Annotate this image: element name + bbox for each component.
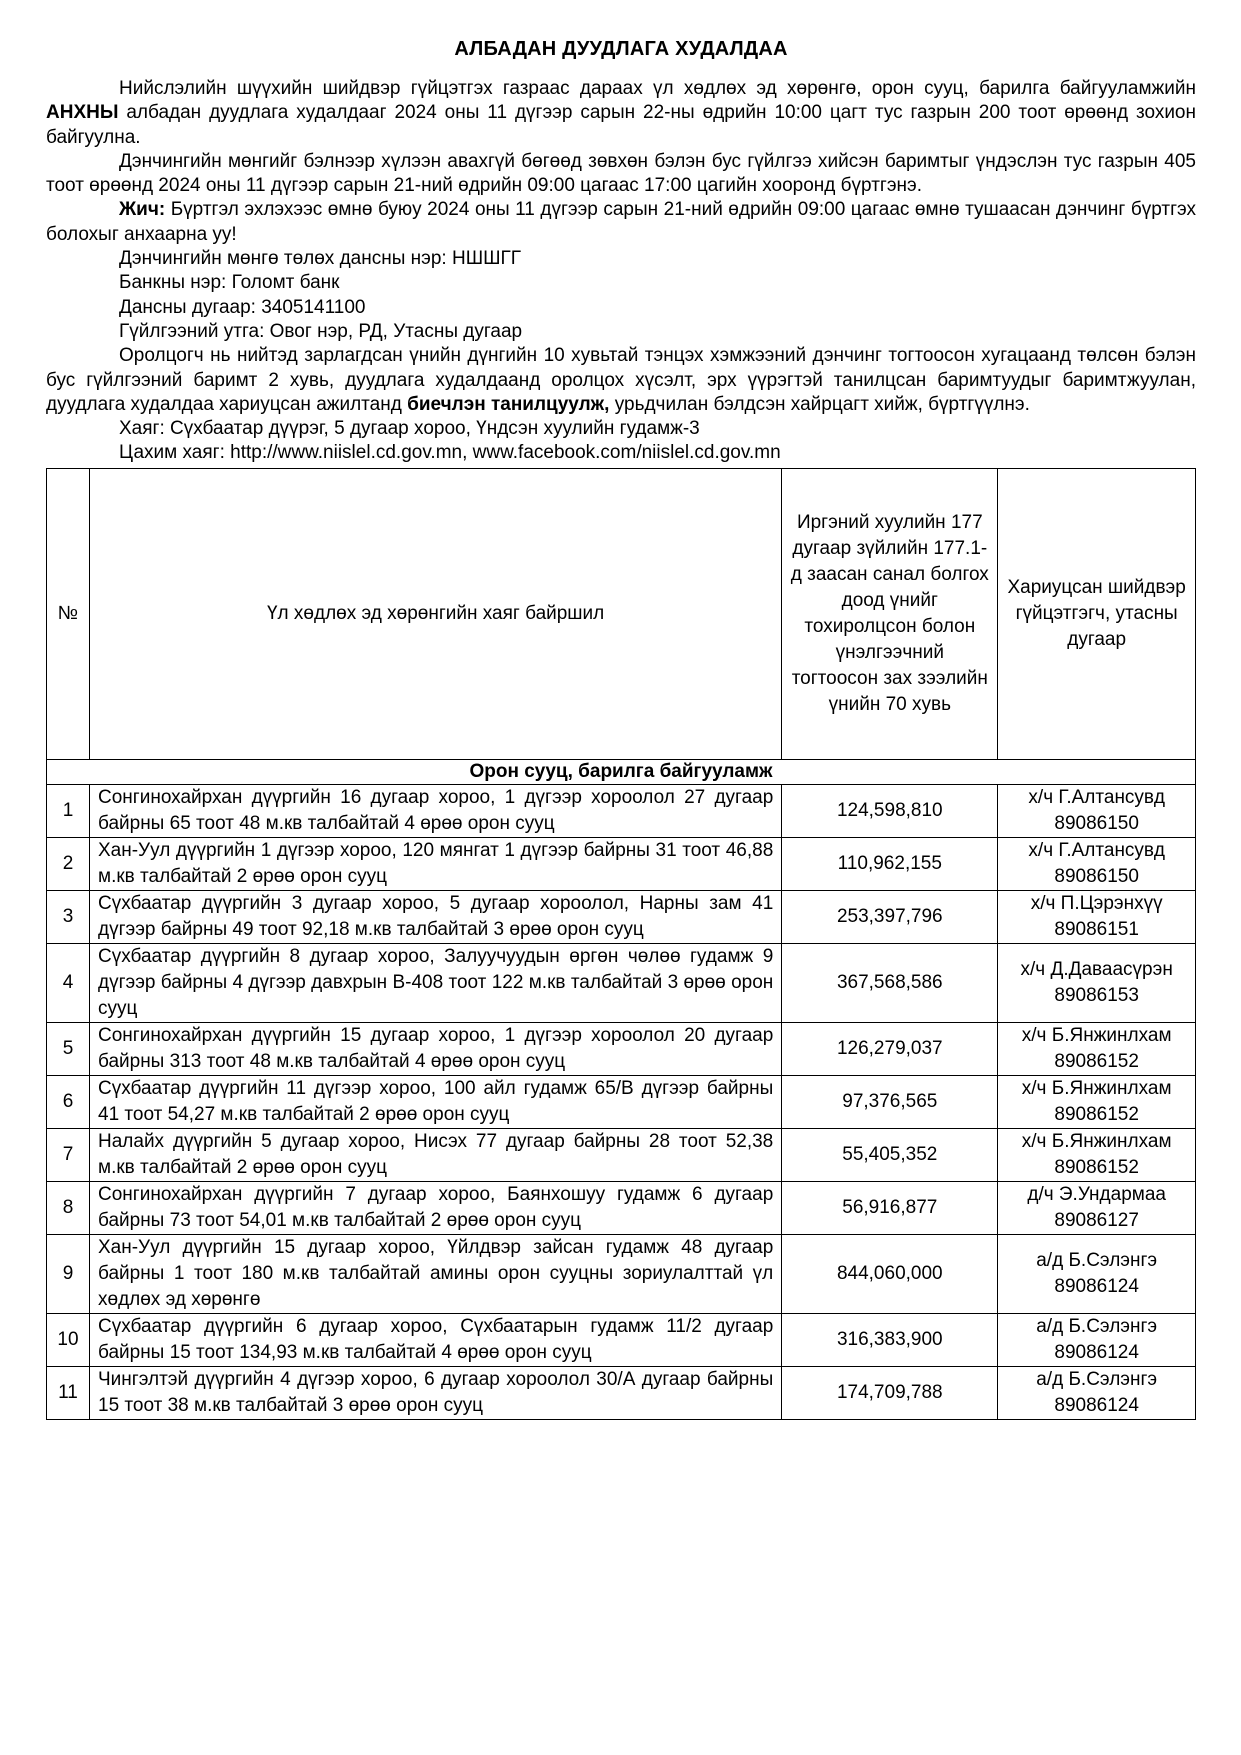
row-number: 1: [47, 784, 90, 837]
table-row: [47, 1128, 1196, 1181]
row-price: 55,405,352: [782, 1128, 998, 1181]
officer-phone: 89086152: [1054, 1156, 1139, 1178]
row-price: 174,709,788: [782, 1366, 998, 1419]
officer-name: х/ч Б.Янжинлхам: [1021, 1077, 1172, 1099]
row-address: Сүхбаатар дүүргийн 8 дугаар хороо, Залуучуудын өргөн чөлөө гудамж 9 дүгээр байрны 4 дүгээр давхрын В-408 тоот 122 м.кв талбайтай 3 өрөө орон сууц: [90, 943, 782, 1022]
table-row: [47, 1181, 1196, 1234]
property-table: [46, 468, 1196, 1420]
table-row: [47, 890, 1196, 943]
intro-paragraph: [46, 77, 1196, 150]
note-paragraph: [46, 198, 1196, 247]
page-title: АЛБАДАН ДУУДЛАГА ХУДАЛДАА: [454, 38, 788, 60]
row-price: 253,397,796: [782, 890, 998, 943]
row-price: 844,060,000: [782, 1234, 998, 1313]
document-page: [46, 38, 1196, 1420]
header-price: Иргэний хуулийн 177 дугаар зүйлийн 177.1-д заасан санал болгох доод үнийг тохиролцсон болон үнэлгээчний тогтоосон зах зээлийн үнийн 70 хувь: [782, 468, 998, 759]
table-row: [47, 1366, 1196, 1419]
row-address: Сүхбаатар дүүргийн 3 дугаар хороо, 5 дугаар хороолол, Нарны зам 41 дүгээр байрны 49 тоот 92,18 м.кв талбайтай 3 өрөө орон сууц: [90, 890, 782, 943]
table-row: [47, 837, 1196, 890]
officer-name: х/ч Б.Янжинлхам: [1021, 1024, 1172, 1046]
row-officer-cell: [998, 1313, 1196, 1366]
table-header-row: [47, 468, 1196, 759]
participant-text-bold: биечлэн танилцуулж,: [407, 393, 610, 415]
row-officer-cell: [998, 784, 1196, 837]
row-officer-cell: [998, 1022, 1196, 1075]
officer-name: х/ч Д.Даваасүрэн: [1020, 958, 1173, 980]
row-address: Хан-Уул дүүргийн 15 дугаар хороо, Үйлдвэр зайсан гудамж 48 дугаар байрны 1 тоот 180 м.кв талбайтай амины орон сууцны зориулалттай үл хөдлөх эд хөрөнгө: [90, 1234, 782, 1313]
intro-text-a: Нийслэлийн шүүхийн шийдвэр гүйцэтгэх газраас дараах үл хөдлөх эд хөрөнгө, орон сууц, барилга байгууламжийн: [119, 78, 1196, 99]
officer-phone: 89086124: [1054, 1394, 1139, 1416]
officer-phone: 89086124: [1054, 1275, 1139, 1297]
bank-name-line: Банкны нэр: Голомт банк: [119, 272, 340, 294]
officer-phone: 89086153: [1054, 984, 1139, 1006]
participant-text-a: Оролцогч нь нийтэд зарлагдсан үнийн дүнгийн 10 хувьтай тэнцэх хэмжээний дэнчинг тогтоосон хугацаанд төлсөн бэлэн бус гүйлгээний баримт 2 хувь, дуудлага худалдаанд оролцох хүсэлт, эрх үүрэгтэй танилцсан баримтуудыг баримтжуулан, дуудлага худалдаа хариуцсан ажилтанд: [46, 345, 1196, 415]
table-row: [47, 1234, 1196, 1313]
row-number: 11: [47, 1366, 90, 1419]
account-name-line: Дэнчингийн мөнгө төлөх дансны нэр: НШШГГ: [119, 248, 522, 270]
officer-phone: 89086124: [1054, 1341, 1139, 1363]
row-officer-cell: [998, 1075, 1196, 1128]
row-number: 5: [47, 1022, 90, 1075]
intro-text-c: албадан дуудлага худалдааг 2024 оны 11 дүгээр сарын 22-ны өдрийн 10:00 цагт тус газрын 200 тоот өрөөнд зохион байгуулна.: [46, 102, 1196, 148]
header-address: Үл хөдлөх эд хөрөнгийн хаяг байршил: [90, 468, 782, 759]
section-title: Орон сууц, барилга байгууламж: [47, 759, 1196, 784]
officer-name: х/ч П.Цэрэнхүү: [1030, 892, 1163, 914]
deposit-paragraph: Дэнчингийн мөнгийг бэлнээр хүлээн авахгүй бөгөөд зөвхөн бэлэн бус гүйлгээ хийсэн баримтыг үндэслэн тус газрын 405 тоот өрөөнд 2024 оны 11 дүгээр сарын 21-ний өдрийн 09:00 цагаас 17:00 цагийн хооронд бүртгэнэ.: [46, 150, 1196, 197]
row-number: 8: [47, 1181, 90, 1234]
row-number: 3: [47, 890, 90, 943]
officer-name: а/д Б.Сэлэнгэ: [1036, 1368, 1158, 1390]
officer-name: д/ч Э.Ундармаа: [1027, 1183, 1166, 1205]
row-address: Сонгинохайрхан дүүргийн 16 дугаар хороо, 1 дүгээр хороолол 27 дугаар байрны 65 тоот 48 м.кв талбайтай 4 өрөө орон сууц: [90, 784, 782, 837]
officer-phone: 89086150: [1054, 812, 1139, 834]
row-number: 9: [47, 1234, 90, 1313]
row-address: Налайх дүүргийн 5 дугаар хороо, Нисэх 77 дугаар байрны 28 тоот 52,38 м.кв талбайтай 2 өрөө орон сууц: [90, 1128, 782, 1181]
officer-phone: 89086150: [1054, 865, 1139, 887]
officer-name: а/д Б.Сэлэнгэ: [1036, 1249, 1158, 1271]
row-address: Хан-Уул дүүргийн 1 дүгээр хороо, 120 мянгат 1 дүгээр байрны 31 тоот 46,88 м.кв талбайтай 2 өрөө орон сууц: [90, 837, 782, 890]
row-number: 2: [47, 837, 90, 890]
row-address: Сонгинохайрхан дүүргийн 15 дугаар хороо, 1 дүгээр хороолол 20 дугаар байрны 313 тоот 48 м.кв талбайтай 4 өрөө орон сууц: [90, 1022, 782, 1075]
row-price: 124,598,810: [782, 784, 998, 837]
transaction-note-line: Гүйлгээний утга: Овог нэр, РД, Утасны дугаар: [119, 320, 523, 342]
row-number: 10: [47, 1313, 90, 1366]
row-address: Сонгинохайрхан дүүргийн 7 дугаар хороо, Баянхошуу гудамж 6 дугаар байрны 73 тоот 54,01 м.кв талбайтай 2 өрөө орон сууц: [90, 1181, 782, 1234]
officer-phone: 89086152: [1054, 1050, 1139, 1072]
section-row: [47, 759, 1196, 784]
row-officer-cell: [998, 1181, 1196, 1234]
officer-name: а/д Б.Сэлэнгэ: [1036, 1315, 1158, 1337]
account-number-line: Дансны дугаар: 3405141100: [119, 296, 366, 318]
table-row: [47, 784, 1196, 837]
participant-paragraph: [46, 344, 1196, 417]
officer-phone: 89086151: [1054, 918, 1139, 940]
row-address: Чингэлтэй дүүргийн 4 дүгээр хороо, 6 дугаар хороолол 30/А дугаар байрны 15 тоот 38 м.кв талбайтай 3 өрөө орон сууц: [90, 1366, 782, 1419]
row-number: 4: [47, 943, 90, 1022]
header-number: №: [47, 468, 90, 759]
officer-name: х/ч Г.Алтансувд: [1028, 839, 1165, 861]
officer-name: х/ч Г.Алтансувд: [1028, 786, 1165, 808]
intro-text-bold: АНХНЫ: [46, 102, 119, 124]
row-price: 316,383,900: [782, 1313, 998, 1366]
row-officer-cell: [998, 1234, 1196, 1313]
address-line: Хаяг: Сүхбаатар дүүрэг, 5 дугаар хороо, Үндсэн хуулийн гудамж-3: [119, 418, 700, 440]
row-officer-cell: [998, 1366, 1196, 1419]
row-price: 110,962,155: [782, 837, 998, 890]
table-row: [47, 1313, 1196, 1366]
participant-text-c: урьдчилан бэлдсэн хайрцагт хийж, бүртгүүлнэ.: [609, 393, 1030, 415]
row-officer-cell: [998, 837, 1196, 890]
web-address-line: Цахим хаяг: http://www.niislel.cd.gov.mn, www.facebook.com/niislel.cd.gov.mn: [119, 442, 781, 464]
note-label: Жич:: [119, 199, 166, 221]
row-officer-cell: [998, 943, 1196, 1022]
row-price: 56,916,877: [782, 1181, 998, 1234]
table-row: [47, 1022, 1196, 1075]
table-row: [47, 1075, 1196, 1128]
table-row: [47, 943, 1196, 1022]
note-text: Бүртгэл эхлэхээс өмнө буюу 2024 оны 11 дүгээр сарын 21-ний өдрийн 09:00 цагаас өмнө тушаасан дэнчинг бүртгэх болохыг анхаарна уу!: [46, 199, 1196, 245]
header-officer: Хариуцсан шийдвэр гүйцэтгэгч, утасны дугаар: [998, 468, 1196, 759]
row-officer-cell: [998, 1128, 1196, 1181]
officer-phone: 89086127: [1054, 1209, 1139, 1231]
row-price: 367,568,586: [782, 943, 998, 1022]
row-address: Сүхбаатар дүүргийн 6 дугаар хороо, Сүхбаатарын гудамж 11/2 дугаар байрны 15 тоот 134,93 м.кв талбайтай 4 өрөө орон сууц: [90, 1313, 782, 1366]
row-price: 97,376,565: [782, 1075, 998, 1128]
row-number: 7: [47, 1128, 90, 1181]
row-price: 126,279,037: [782, 1022, 998, 1075]
officer-phone: 89086152: [1054, 1103, 1139, 1125]
row-address: Сүхбаатар дүүргийн 11 дүгээр хороо, 100 айл гудамж 65/В дүгээр байрны 41 тоот 54,27 м.кв талбайтай 2 өрөө орон сууц: [90, 1075, 782, 1128]
row-number: 6: [47, 1075, 90, 1128]
officer-name: х/ч Б.Янжинлхам: [1021, 1130, 1172, 1152]
row-officer-cell: [998, 890, 1196, 943]
